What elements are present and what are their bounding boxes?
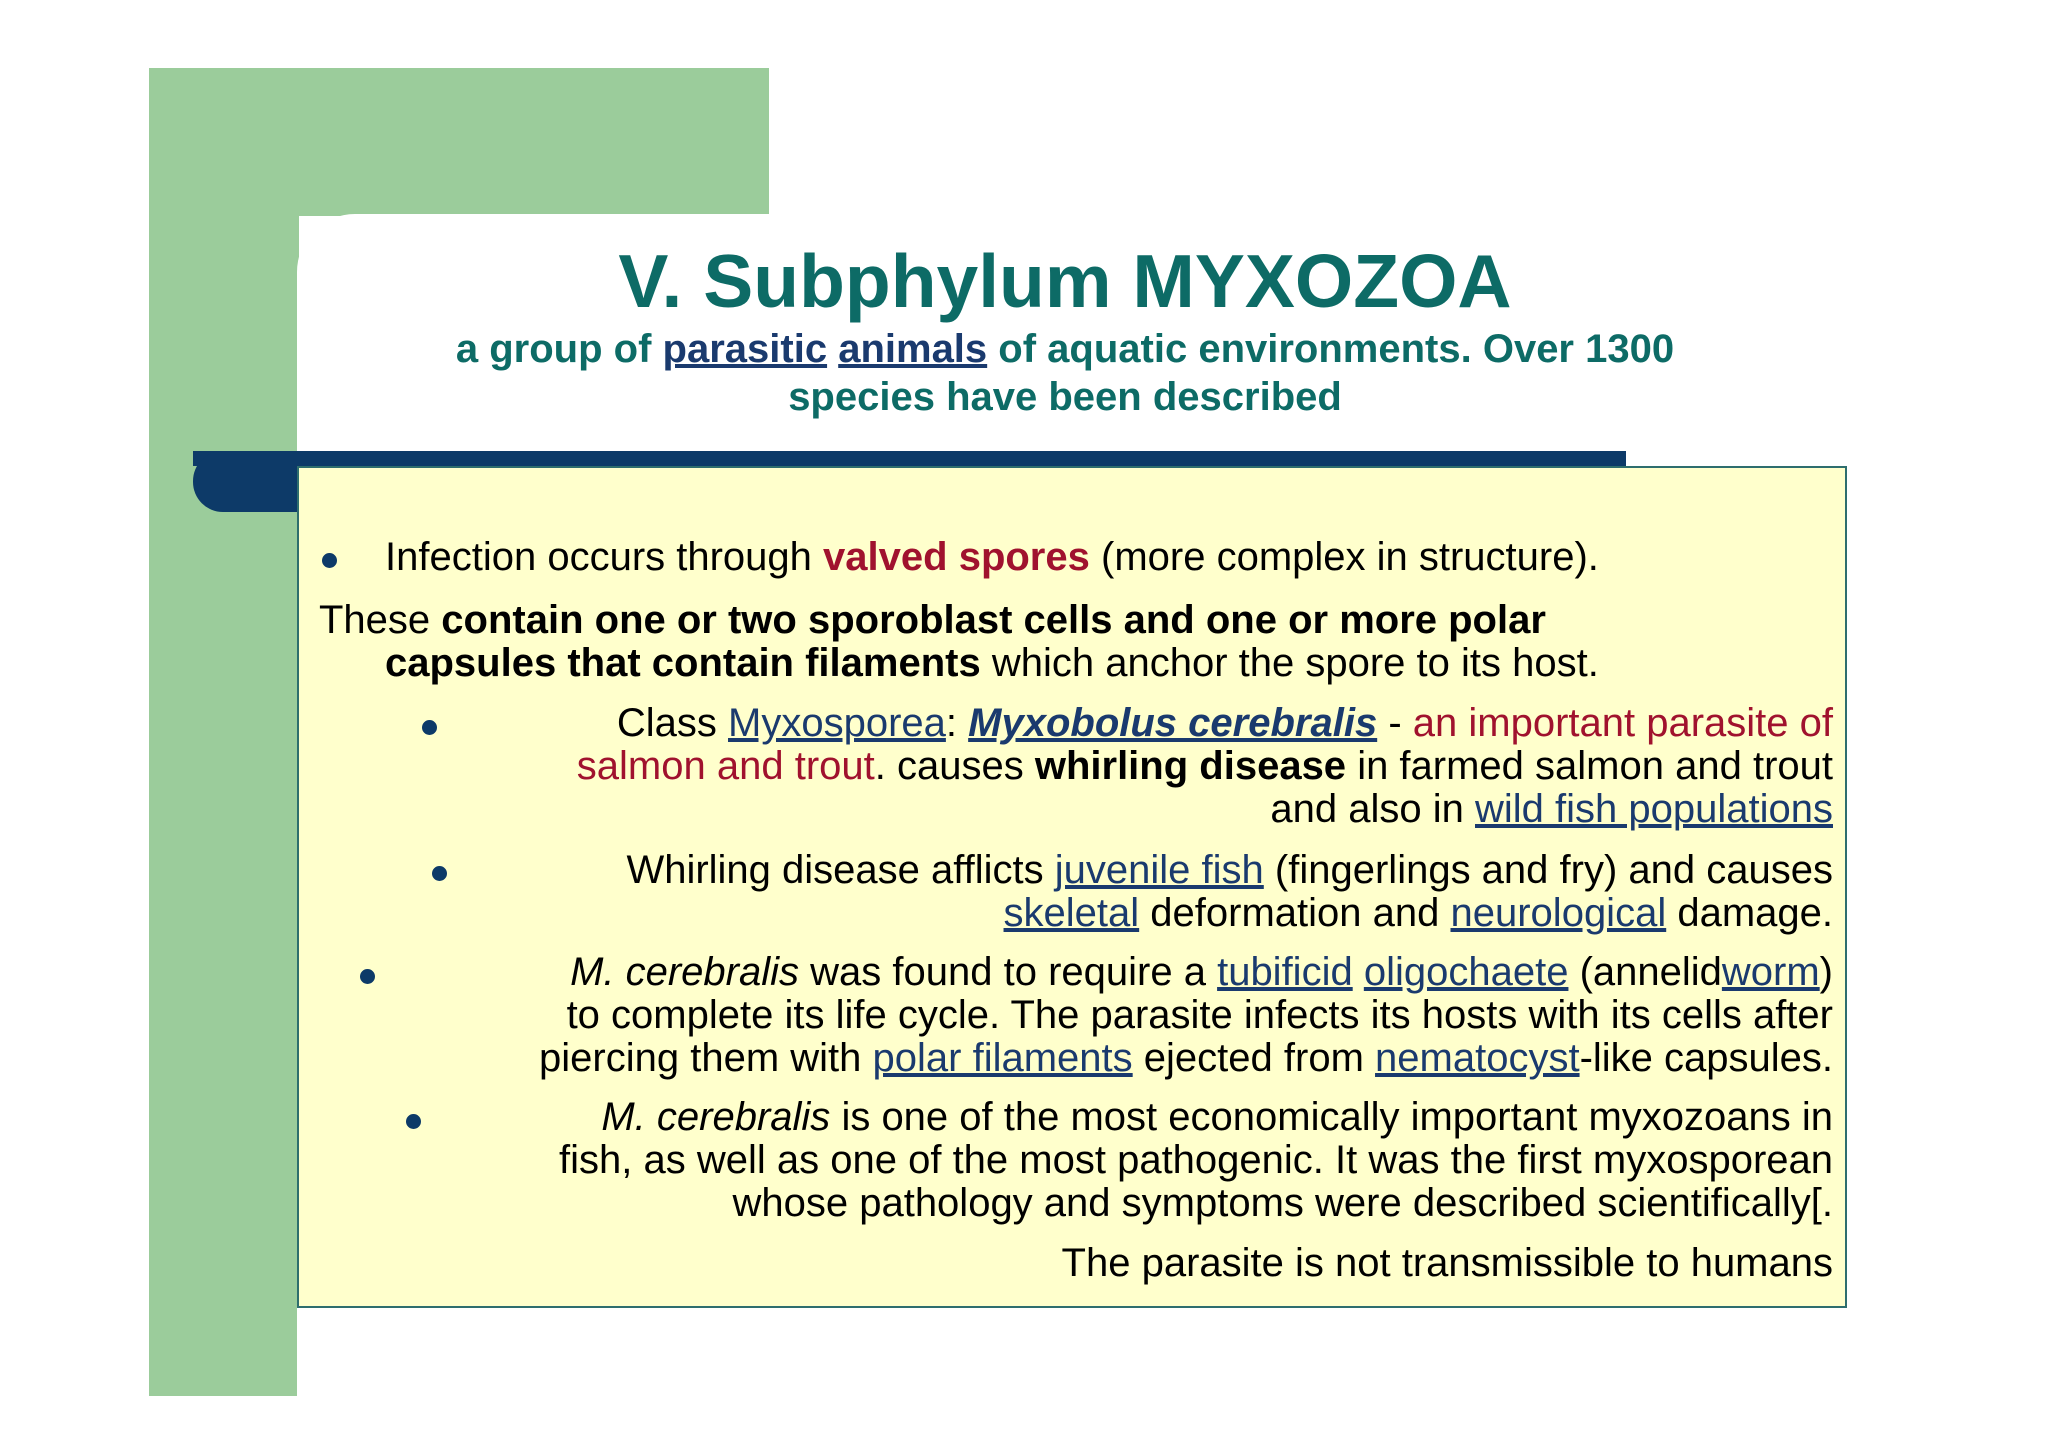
paragraph-infection bbox=[385, 536, 1599, 579]
line bbox=[400, 1096, 1833, 1139]
paragraph-not-transmissible: The parasite is not transmissible to humans bbox=[1061, 1241, 1833, 1285]
text: was found to require a bbox=[810, 950, 1206, 994]
text: - bbox=[1388, 701, 1402, 745]
bullet-dot-icon bbox=[360, 969, 375, 984]
text: . causes bbox=[874, 744, 1024, 788]
subtitle-line-1 bbox=[330, 325, 1800, 373]
paragraph-sporoblast bbox=[319, 599, 1599, 685]
line bbox=[420, 788, 1833, 831]
text: deformation and bbox=[1150, 891, 1440, 935]
text: ) bbox=[1819, 950, 1833, 994]
line bbox=[319, 642, 1599, 685]
red-text: an important parasite of bbox=[1412, 701, 1833, 745]
text: which anchor the spore to its host. bbox=[991, 641, 1599, 685]
subtitle-line-2: species have been described bbox=[788, 375, 1342, 419]
text: (annelid bbox=[1579, 950, 1722, 994]
bullet-dot-icon bbox=[322, 553, 337, 568]
text: piercing them with bbox=[539, 1036, 862, 1080]
paragraph-whirling bbox=[420, 849, 1833, 935]
text: ejected from bbox=[1143, 1036, 1364, 1080]
link-polar-filaments[interactable]: polar filaments bbox=[872, 1036, 1133, 1080]
text: Class bbox=[616, 701, 717, 745]
paragraph-economic bbox=[400, 1096, 1833, 1225]
link-nematocyst[interactable]: nematocyst bbox=[1375, 1036, 1580, 1080]
line bbox=[420, 849, 1833, 892]
text: in farmed salmon and trout bbox=[1357, 744, 1833, 788]
link-oligochaete[interactable]: oligochaete bbox=[1363, 950, 1569, 994]
line bbox=[420, 892, 1833, 935]
link-wild-fish-populations[interactable]: wild fish populations bbox=[1475, 787, 1833, 831]
link-juvenile-fish[interactable]: juvenile fish bbox=[1054, 848, 1264, 892]
link-myxobolus-cerebralis[interactable]: Myxobolus cerebralis bbox=[968, 701, 1378, 745]
line: to complete its life cycle. The parasite infects its hosts with its cells after bbox=[566, 993, 1833, 1037]
link-parasitic[interactable]: parasitic bbox=[662, 327, 828, 371]
line bbox=[380, 1037, 1833, 1080]
link-skeletal[interactable]: skeletal bbox=[1003, 891, 1140, 935]
paragraph-myxosporea bbox=[420, 702, 1833, 831]
text: (fingerlings and fry) and causes bbox=[1274, 848, 1833, 892]
slide-title: V. Subphylum MYXOZOA bbox=[618, 239, 1512, 323]
line: whose pathology and symptoms were described scientifically[. bbox=[732, 1181, 1833, 1225]
text: : bbox=[945, 701, 958, 745]
link-neurological[interactable]: neurological bbox=[1450, 891, 1667, 935]
paragraph-tubificid bbox=[380, 951, 1833, 1080]
bold-text: contain one or two sporoblast cells and one or more polar bbox=[441, 598, 1546, 642]
italic-m-cerebralis: M. cerebralis bbox=[601, 1095, 831, 1139]
link-animals[interactable]: animals bbox=[838, 327, 988, 371]
blue-divider-bar bbox=[193, 451, 1626, 466]
text: damage. bbox=[1677, 891, 1833, 935]
bold-text: capsules that contain filaments bbox=[385, 641, 981, 685]
text: Infection occurs through bbox=[385, 535, 812, 579]
line bbox=[319, 599, 1599, 642]
italic-m-cerebralis: M. cerebralis bbox=[570, 950, 800, 994]
green-decor-left bbox=[149, 216, 299, 1396]
line bbox=[420, 702, 1833, 745]
line bbox=[420, 745, 1833, 788]
bold-whirling-disease: whirling disease bbox=[1034, 744, 1347, 788]
subtitle-text: of aquatic environments. Over 1300 bbox=[998, 327, 1675, 371]
text: -like capsules. bbox=[1579, 1036, 1833, 1080]
link-tubificid[interactable]: tubificid bbox=[1217, 950, 1353, 994]
link-myxosporea[interactable]: Myxosporea bbox=[728, 701, 946, 745]
text: (more complex in structure). bbox=[1101, 535, 1599, 579]
subtitle-text: a group of bbox=[455, 327, 652, 371]
line bbox=[380, 951, 1833, 994]
slide-subtitle bbox=[330, 325, 1800, 421]
line: fish, as well as one of the most pathogenic. It was the first myxosporean bbox=[559, 1138, 1833, 1182]
link-worm[interactable]: worm bbox=[1721, 950, 1820, 994]
text: These bbox=[319, 598, 431, 642]
highlight-valved-spores: valved spores bbox=[823, 535, 1090, 579]
red-text: salmon and trout bbox=[576, 744, 875, 788]
text: Whirling disease afflicts bbox=[626, 848, 1044, 892]
green-decor-top bbox=[149, 68, 769, 216]
text: is one of the most economically important myxozoans in bbox=[841, 1095, 1833, 1139]
text: and also in bbox=[1270, 787, 1464, 831]
